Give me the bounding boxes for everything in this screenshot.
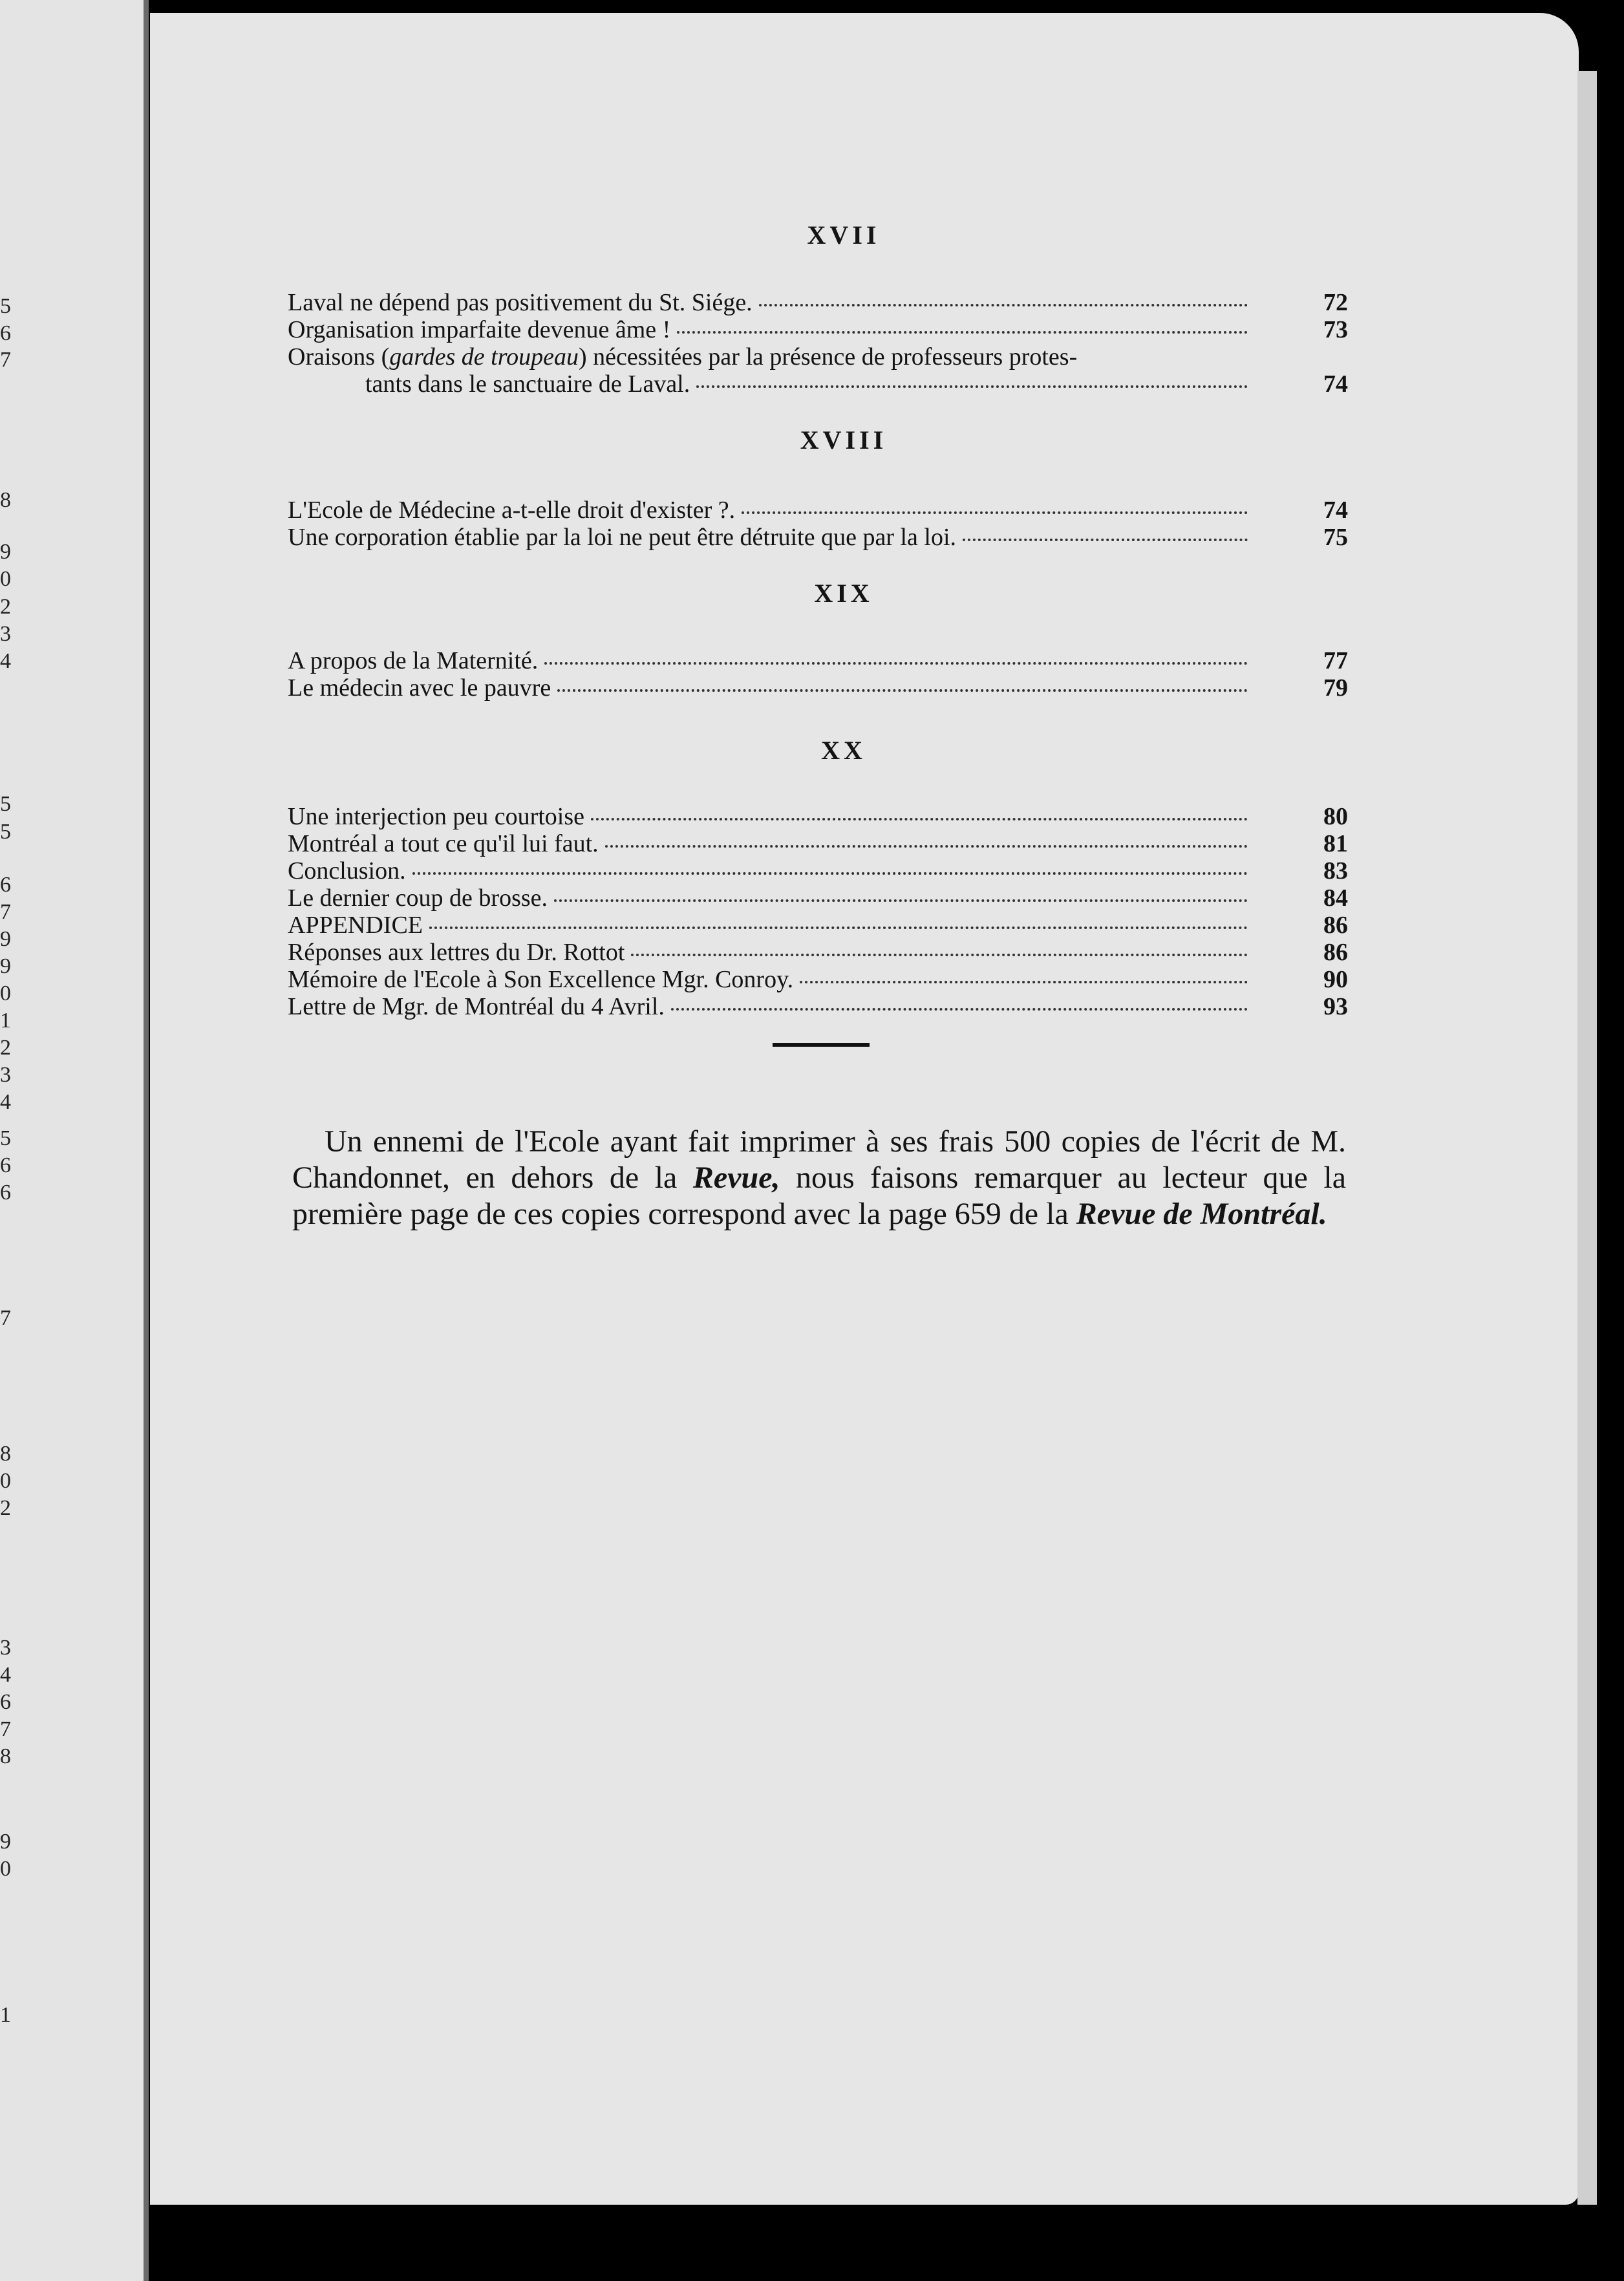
- margin-digit: 6: [0, 1690, 11, 1714]
- toc-entry: [288, 370, 1348, 398]
- dot-leader: [631, 954, 1248, 956]
- margin-digit: 7: [0, 900, 11, 924]
- toc-entry: [288, 674, 1348, 701]
- note-revue-de-montreal: Revue de Montréal.: [1076, 1197, 1327, 1231]
- dot-leader: [677, 331, 1248, 334]
- margin-digit: 6: [0, 321, 11, 345]
- toc-entry-page: 81: [1323, 830, 1348, 857]
- margin-digit: 6: [0, 873, 11, 897]
- section-heading-xvii: XVII: [807, 220, 881, 250]
- margin-digit: 0: [0, 1857, 11, 1881]
- margin-digit: 2: [0, 1036, 11, 1060]
- toc-entry-page: 93: [1323, 993, 1348, 1020]
- margin-digit: 8: [0, 1442, 11, 1466]
- margin-digit: 4: [0, 1090, 11, 1114]
- toc-entry: [288, 524, 1348, 551]
- toc-entry: [288, 912, 1348, 939]
- margin-digit: 0: [0, 567, 11, 591]
- toc-entry-page: 77: [1323, 647, 1348, 674]
- toc-entry: [288, 857, 1348, 884]
- margin-digit: 6: [0, 1153, 11, 1177]
- margin-digit: 4: [0, 649, 11, 673]
- dot-leader: [605, 845, 1248, 848]
- previous-page-edge: [0, 0, 145, 2281]
- dot-leader: [742, 511, 1248, 514]
- margin-digit: 9: [0, 927, 11, 951]
- section-xvii-entries: [288, 289, 1348, 398]
- toc-entry-page: 83: [1323, 857, 1348, 884]
- toc-entry-page: 73: [1323, 316, 1348, 343]
- margin-digit: 9: [0, 954, 11, 978]
- toc-entry-multiline: [288, 343, 1348, 398]
- toc-entry-title: tants dans le sanctuaire de Laval.: [365, 370, 690, 398]
- margin-digit: 5: [0, 294, 11, 318]
- dot-leader: [696, 385, 1248, 388]
- toc-entry-title: Conclusion.: [288, 857, 406, 884]
- toc-entry-title: Montréal a tout ce qu'il lui faut.: [288, 830, 599, 857]
- margin-digit: 2: [0, 595, 11, 619]
- margin-digit: 9: [0, 1830, 11, 1854]
- section-xix-entries: [288, 647, 1348, 701]
- dot-leader: [412, 872, 1248, 875]
- toc-entry: [288, 830, 1348, 857]
- toc-entry-title: A propos de la Maternité.: [288, 647, 539, 674]
- dot-leader: [591, 818, 1248, 820]
- dot-leader: [963, 539, 1248, 541]
- toc-entry-title: Réponses aux lettres du Dr. Rottot: [288, 939, 625, 966]
- toc-entry-page: 79: [1323, 674, 1348, 701]
- toc-entry-title-line1: Oraisons (gardes de troupeau) nécessitées par la présence de professeurs protes-: [288, 343, 1078, 370]
- toc-entry-title: Le médecin avec le pauvre: [288, 674, 551, 701]
- margin-digit: 8: [0, 1744, 11, 1768]
- dot-leader: [671, 1008, 1248, 1011]
- margin-digit: 7: [0, 1306, 11, 1330]
- toc-entry: [288, 803, 1348, 830]
- margin-digit: 5: [0, 820, 11, 844]
- toc-entry-page: 84: [1323, 884, 1348, 912]
- toc-entry-page: 74: [1323, 497, 1348, 524]
- dot-leader: [544, 662, 1248, 665]
- toc-entry-title: Le dernier coup de brosse.: [288, 884, 548, 912]
- toc-entry-title: Lettre de Mgr. de Montréal du 4 Avril.: [288, 993, 665, 1020]
- toc-entry-page: 72: [1323, 289, 1348, 316]
- printing-note: [292, 1124, 1346, 1232]
- margin-digit: 5: [0, 1126, 11, 1150]
- toc-entry-title: APPENDICE: [288, 912, 423, 939]
- toc-entry: [288, 939, 1348, 966]
- note-text-part1: Un ennemi de l'Ecole ayant fait imprimer à ses frais 500 copies de l'écrit de M. Chandonnet, en dehors de la: [292, 1124, 1346, 1195]
- margin-digit: 1: [0, 1009, 11, 1033]
- margin-digit: 5: [0, 792, 11, 816]
- section-xviii-entries: [288, 497, 1348, 551]
- toc-entry: [288, 316, 1348, 343]
- toc-entry: [288, 966, 1348, 993]
- margin-digit: 3: [0, 1636, 11, 1660]
- margin-digit: 3: [0, 1063, 11, 1087]
- dot-leader: [759, 304, 1248, 306]
- toc-entry-title: Laval ne dépend pas positivement du St. Siége.: [288, 289, 753, 316]
- toc-entry-title: Organisation imparfaite devenue âme !: [288, 316, 671, 343]
- margin-digit: 0: [0, 981, 11, 1005]
- dot-leader: [800, 981, 1248, 983]
- margin-digit: 0: [0, 1469, 11, 1493]
- margin-digit: 7: [0, 348, 11, 372]
- toc-entry-title: Mémoire de l'Ecole à Son Excellence Mgr. Conroy.: [288, 966, 794, 993]
- toc-entry-title: Une corporation établie par la loi ne peut être détruite que par la loi.: [288, 524, 957, 551]
- separator-rule: [773, 1043, 870, 1047]
- note-text-part2: nous faisons remarquer au lecteur que la première page de ces copies correspond avec la page 659 de la: [292, 1161, 1346, 1231]
- section-heading-xix: XIX: [814, 579, 873, 608]
- toc-entry-page: 80: [1323, 803, 1348, 830]
- toc-entry: [288, 647, 1348, 674]
- margin-digit: 2: [0, 1496, 11, 1520]
- dot-leader: [429, 926, 1248, 929]
- margin-digit: 1: [0, 2003, 11, 2027]
- page-edge-shadow: [1577, 71, 1597, 2205]
- margin-digit: 4: [0, 1663, 11, 1687]
- margin-digit: 6: [0, 1181, 11, 1205]
- toc-entry-page: 74: [1323, 370, 1348, 398]
- toc-entry: [288, 993, 1348, 1020]
- table-of-contents: [288, 220, 1348, 1020]
- dot-leader: [554, 899, 1248, 902]
- margin-digit: 8: [0, 488, 11, 512]
- toc-entry-page: 86: [1323, 939, 1348, 966]
- margin-digit: 7: [0, 1717, 11, 1741]
- toc-entry: [288, 497, 1348, 524]
- toc-entry-title: Une interjection peu courtoise: [288, 803, 585, 830]
- toc-entry-title: L'Ecole de Médecine a-t-elle droit d'exister ?.: [288, 497, 736, 524]
- section-heading-xviii: XVIII: [800, 425, 888, 455]
- margin-digit: 3: [0, 622, 11, 646]
- margin-digit: 9: [0, 540, 11, 564]
- toc-entry-page: 90: [1323, 966, 1348, 993]
- note-revue: Revue,: [692, 1161, 780, 1195]
- book-gutter: [144, 0, 149, 2281]
- toc-entry-page: 86: [1323, 912, 1348, 939]
- toc-entry-page: 75: [1323, 524, 1348, 551]
- section-xx-entries: [288, 803, 1348, 1020]
- dot-leader: [557, 689, 1248, 692]
- toc-entry: [288, 884, 1348, 912]
- italic-phrase: gardes de troupeau: [389, 343, 579, 370]
- previous-page-page-numbers: [0, 0, 19, 2281]
- toc-entry: [288, 289, 1348, 316]
- section-heading-xx: XX: [821, 736, 866, 765]
